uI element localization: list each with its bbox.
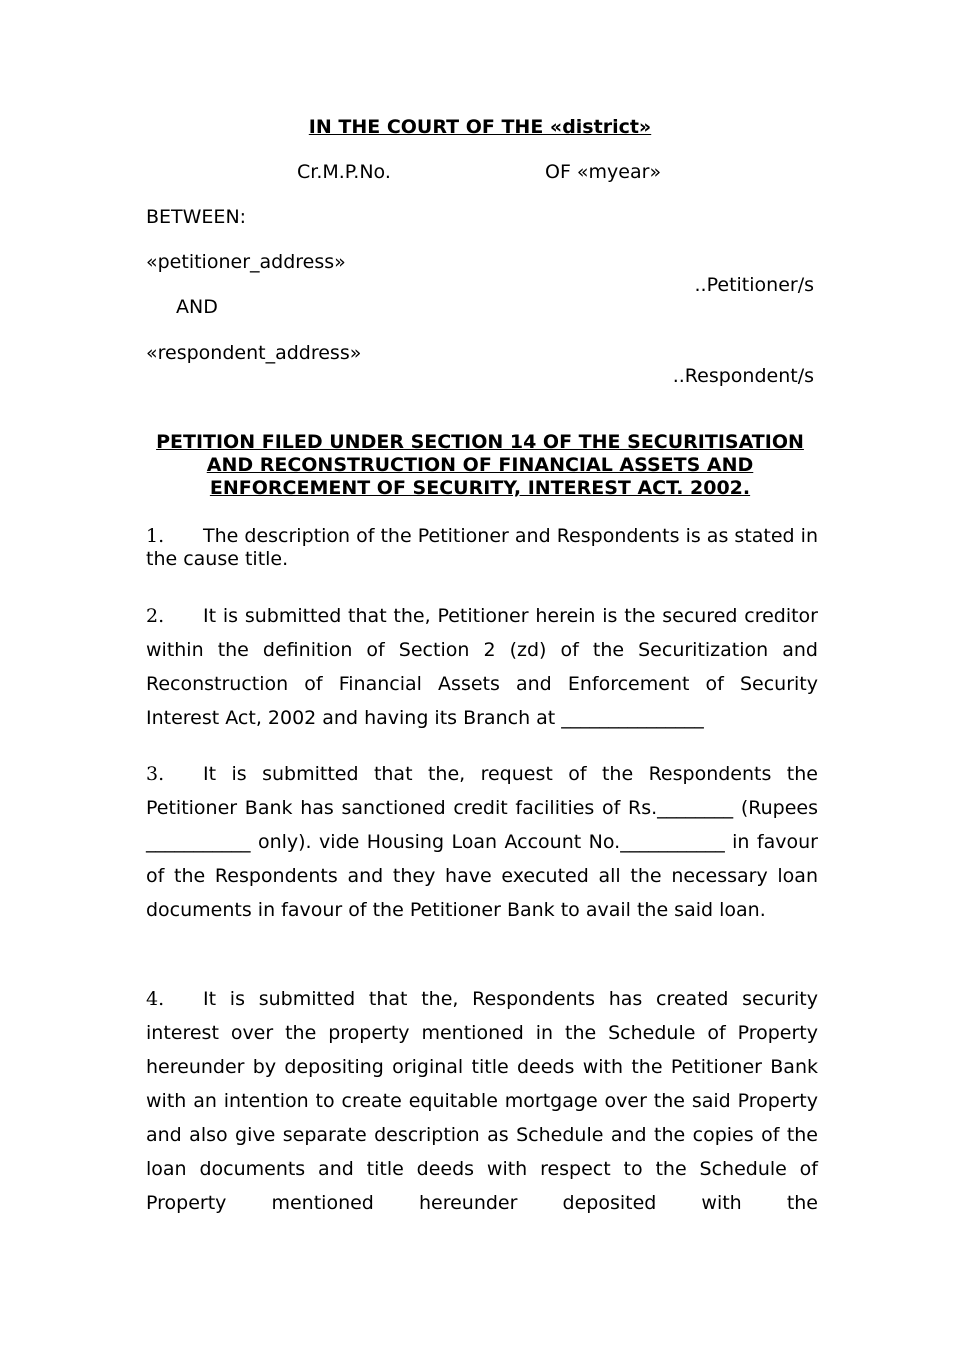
paragraph-text: It is submitted that the, Respondents has created security interest over the property mentioned in the Schedule of Property hereunder by depositing original title deeds with the Petitioner Bank with an intention to create equitable mortgage over the said Property and also give separate description as Schedule and the copies of the loan documents and title deeds with respect to the Schedule of Property mentioned hereunder deposited with the: [146, 988, 818, 1214]
paragraph-number: 4.: [146, 988, 165, 1010]
paragraph-number: 2.: [146, 605, 165, 627]
paragraph-2: [146, 599, 818, 735]
paragraph-1: [146, 525, 818, 571]
paragraph-4: [146, 982, 818, 1220]
paragraph-3: [146, 757, 818, 927]
petitioner-address: «petitioner_address»: [146, 251, 346, 273]
case-year: OF «myear»: [545, 161, 662, 183]
paragraph-number: 3.: [146, 763, 165, 785]
petitioner-label: ..Petitioner/s: [694, 274, 814, 296]
respondent-label: ..Respondent/s: [672, 365, 814, 387]
paragraph-number: 1.: [146, 525, 165, 547]
and-label: AND: [176, 296, 218, 318]
case-number: Cr.M.P.No.: [297, 161, 391, 183]
paragraph-text: The description of the Petitioner and Respondents is as stated in the cause title.: [146, 525, 818, 570]
court-title: IN THE COURT OF THE «district»: [308, 116, 652, 138]
respondent-address: «respondent_address»: [146, 342, 362, 364]
paragraph-text: It is submitted that the, request of the Respondents the Petitioner Bank has sanctioned credit facilities of Rs.________ (Rupees ___________ only). vide Housing Loan Account No.___________ in favour of the Respondents and they have executed all the necessary loan documents in favour of the Petitioner Bank to avail the said loan.: [146, 763, 818, 921]
paragraph-text: It is submitted that the, Petitioner herein is the secured creditor within the definition of Section 2 (zd) of the Securitization and Reconstruction of Financial Assets and Enforcement of Security Interest Act, 2002 and having its Branch at _______________: [146, 605, 818, 729]
between-label: BETWEEN:: [146, 206, 247, 228]
petition-title: PETITION FILED UNDER SECTION 14 OF THE SECURITISATION AND RECONSTRUCTION OF FINANCIAL ASSETS AND ENFORCEMENT OF SECURITY, INTEREST ACT. 2002.: [156, 431, 804, 499]
